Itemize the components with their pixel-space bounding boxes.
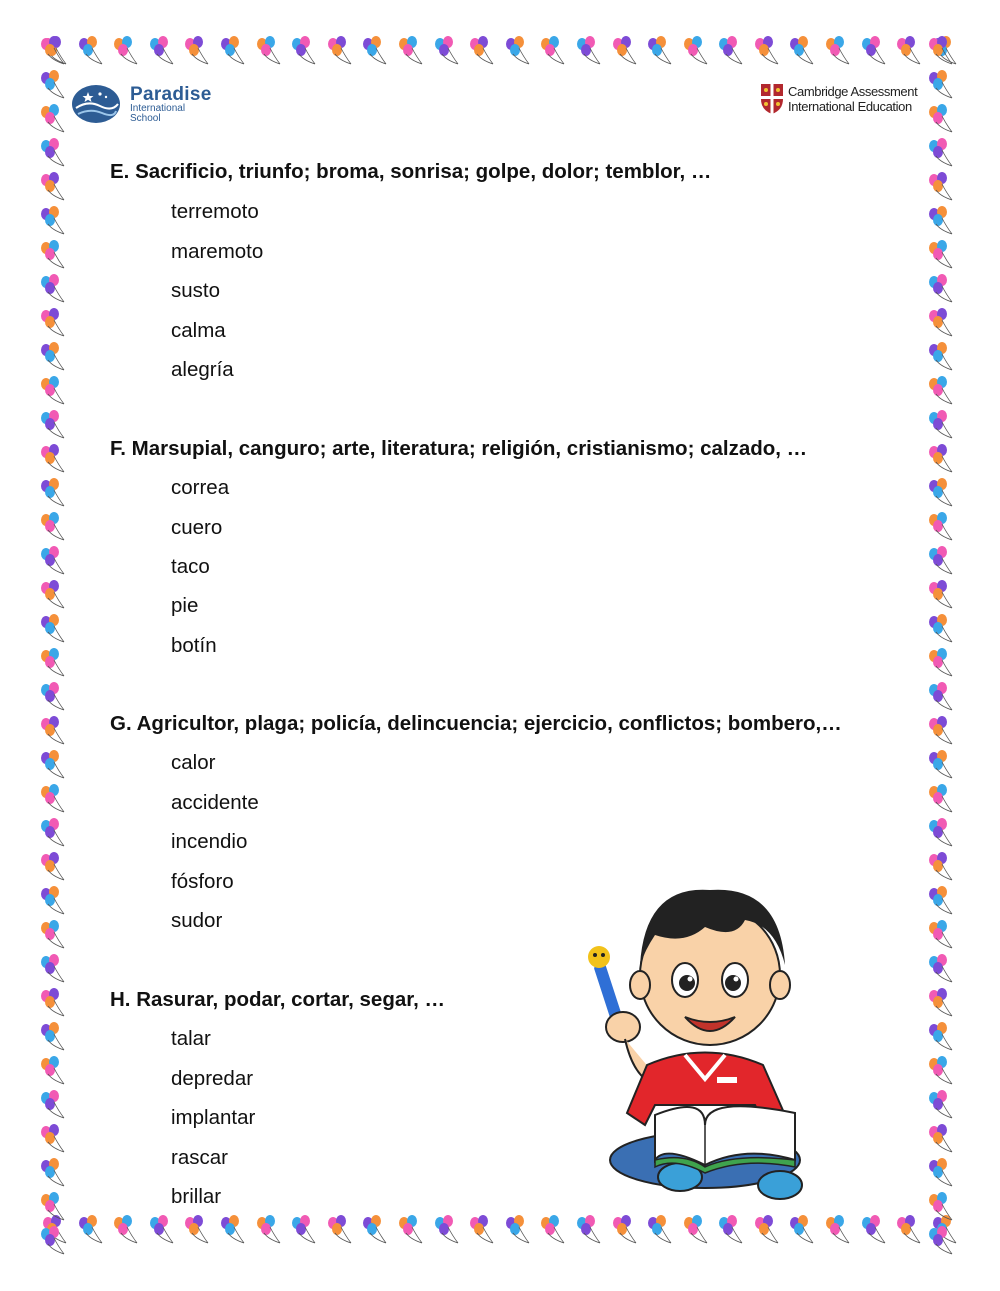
balloon-icon: [38, 240, 68, 270]
balloon-icon: [147, 36, 177, 66]
option-e-1[interactable]: terremoto: [171, 200, 259, 223]
balloon-icon: [926, 546, 956, 576]
paradise-school-emblem-icon: [70, 82, 122, 126]
balloon-icon: [111, 1215, 141, 1245]
balloon-icon: [926, 716, 956, 746]
balloon-icon: [787, 1215, 817, 1245]
option-f-5[interactable]: botín: [171, 634, 217, 657]
question-label: E.: [110, 160, 130, 183]
balloon-icon: [926, 852, 956, 882]
balloon-icon: [38, 682, 68, 712]
balloon-icon: [432, 1215, 462, 1245]
school-subtitle-1: International: [130, 102, 186, 114]
balloon-icon: [38, 1022, 68, 1052]
question-g: [110, 712, 842, 736]
balloon-icon: [38, 1056, 68, 1086]
balloon-icon: [681, 1215, 711, 1245]
balloon-icon: [38, 172, 68, 202]
kid-reading-illustration: [585, 855, 825, 1215]
balloon-icon: [926, 1124, 956, 1154]
balloon-icon: [926, 512, 956, 542]
balloon-icon: [38, 138, 68, 168]
question-f: [110, 437, 807, 461]
balloon-icon: [926, 376, 956, 406]
balloon-icon: [38, 1158, 68, 1188]
balloon-icon: [926, 342, 956, 372]
balloon-icon: [926, 274, 956, 304]
question-label: H.: [110, 988, 131, 1011]
balloon-icon: [147, 1215, 177, 1245]
balloon-icon: [38, 444, 68, 474]
option-h-1[interactable]: talar: [171, 1027, 211, 1050]
balloon-icon: [38, 988, 68, 1018]
balloon-icon: [926, 886, 956, 916]
question-text: Rasurar, podar, cortar, segar, …: [136, 988, 445, 1011]
balloon-icon: [926, 138, 956, 168]
balloon-icon: [894, 1215, 924, 1245]
balloon-icon: [325, 36, 355, 66]
question-label: F.: [110, 437, 126, 460]
balloon-icon: [926, 240, 956, 270]
balloon-icon: [926, 750, 956, 780]
question-label: G.: [110, 712, 132, 735]
balloon-icon: [926, 1022, 956, 1052]
balloon-icon: [38, 648, 68, 678]
option-e-3[interactable]: susto: [171, 279, 220, 302]
balloon-icon: [503, 36, 533, 66]
balloon-icon: [38, 274, 68, 304]
option-f-3[interactable]: taco: [171, 555, 210, 578]
cambridge-logo: [760, 80, 925, 118]
balloon-icon: [38, 954, 68, 984]
balloon-icon: [926, 1226, 956, 1256]
balloon-icon: [926, 1158, 956, 1188]
balloon-icon: [752, 36, 782, 66]
cambridge-line-1: Cambridge Assessment: [788, 84, 918, 99]
balloon-border-left: [38, 36, 68, 1256]
balloon-icon: [38, 546, 68, 576]
balloon-icon: [38, 70, 68, 100]
option-f-4[interactable]: pie: [171, 594, 199, 617]
balloon-icon: [681, 36, 711, 66]
balloon-icon: [859, 36, 889, 66]
balloon-icon: [926, 818, 956, 848]
balloon-icon: [467, 1215, 497, 1245]
balloon-icon: [396, 1215, 426, 1245]
option-g-3[interactable]: incendio: [171, 830, 248, 853]
cambridge-shield-icon: [760, 83, 784, 115]
balloon-icon: [38, 614, 68, 644]
balloon-icon: [926, 682, 956, 712]
option-e-4[interactable]: calma: [171, 319, 226, 342]
balloon-icon: [76, 36, 106, 66]
balloon-icon: [360, 1215, 390, 1245]
balloon-border-right: [926, 36, 956, 1256]
balloon-icon: [926, 172, 956, 202]
option-h-2[interactable]: depredar: [171, 1067, 254, 1090]
balloon-icon: [38, 410, 68, 440]
balloon-icon: [254, 1215, 284, 1245]
question-text: Sacrificio, triunfo; broma, sonrisa; golpe, dolor; temblor, …: [135, 160, 712, 183]
balloon-icon: [926, 648, 956, 678]
option-f-2[interactable]: cuero: [171, 516, 223, 539]
balloon-icon: [926, 104, 956, 134]
balloon-icon: [38, 1124, 68, 1154]
balloon-icon: [38, 512, 68, 542]
balloon-icon: [38, 716, 68, 746]
balloon-icon: [926, 308, 956, 338]
balloon-icon: [926, 1056, 956, 1086]
balloon-icon: [38, 784, 68, 814]
balloon-icon: [38, 1090, 68, 1120]
balloon-icon: [218, 36, 248, 66]
balloon-icon: [926, 580, 956, 610]
balloon-icon: [467, 36, 497, 66]
balloon-icon: [610, 36, 640, 66]
balloon-icon: [289, 36, 319, 66]
balloon-icon: [503, 1215, 533, 1245]
balloon-icon: [574, 1215, 604, 1245]
school-name: Paradise: [130, 83, 212, 105]
question-text: Agricultor, plaga; policía, delincuencia; ejercicio, conflictos; bombero,…: [136, 712, 842, 735]
option-g-2[interactable]: accidente: [171, 791, 259, 814]
balloon-icon: [76, 1215, 106, 1245]
balloon-icon: [38, 342, 68, 372]
balloon-icon: [926, 784, 956, 814]
option-h-5[interactable]: brillar: [171, 1185, 222, 1208]
balloon-border-bottom: [40, 1215, 960, 1255]
question-h: [110, 988, 445, 1012]
balloon-icon: [38, 478, 68, 508]
balloon-icon: [926, 920, 956, 950]
balloon-icon: [926, 410, 956, 440]
balloon-icon: [396, 36, 426, 66]
question-text: Marsupial, canguro; arte, literatura; religión, cristianismo; calzado, …: [131, 437, 808, 460]
balloon-icon: [926, 478, 956, 508]
balloon-icon: [926, 70, 956, 100]
balloon-icon: [38, 580, 68, 610]
balloon-icon: [926, 988, 956, 1018]
balloon-icon: [111, 36, 141, 66]
balloon-icon: [859, 1215, 889, 1245]
school-subtitle-2: School: [130, 112, 161, 124]
balloon-icon: [38, 920, 68, 950]
balloon-icon: [926, 206, 956, 236]
balloon-icon: [38, 1226, 68, 1256]
balloon-icon: [926, 36, 956, 66]
balloon-icon: [289, 1215, 319, 1245]
balloon-icon: [823, 36, 853, 66]
balloon-icon: [38, 1192, 68, 1222]
balloon-icon: [38, 818, 68, 848]
balloon-icon: [752, 1215, 782, 1245]
option-e-2[interactable]: maremoto: [171, 240, 264, 263]
balloon-icon: [926, 614, 956, 644]
balloon-icon: [716, 36, 746, 66]
balloon-icon: [926, 954, 956, 984]
balloon-border-top: [40, 36, 960, 76]
balloon-icon: [574, 36, 604, 66]
balloon-icon: [254, 36, 284, 66]
balloon-icon: [218, 1215, 248, 1245]
balloon-icon: [538, 36, 568, 66]
balloon-icon: [787, 36, 817, 66]
balloon-icon: [38, 308, 68, 338]
balloon-icon: [823, 1215, 853, 1245]
balloon-icon: [716, 1215, 746, 1245]
balloon-icon: [894, 36, 924, 66]
paradise-school-logo: [70, 80, 240, 128]
question-e: [110, 160, 711, 184]
balloon-icon: [38, 104, 68, 134]
balloon-icon: [926, 1090, 956, 1120]
balloon-icon: [38, 206, 68, 236]
option-g-4[interactable]: fósforo: [171, 870, 234, 893]
balloon-icon: [325, 1215, 355, 1245]
option-h-4[interactable]: rascar: [171, 1146, 228, 1169]
option-g-5[interactable]: sudor: [171, 909, 223, 932]
cambridge-line-2: International Education: [788, 99, 912, 114]
balloon-icon: [432, 36, 462, 66]
balloon-icon: [360, 36, 390, 66]
option-h-3[interactable]: implantar: [171, 1106, 256, 1129]
balloon-icon: [926, 1192, 956, 1222]
balloon-icon: [645, 36, 675, 66]
balloon-icon: [38, 886, 68, 916]
balloon-icon: [538, 1215, 568, 1245]
option-e-5[interactable]: alegría: [171, 358, 234, 381]
balloon-icon: [610, 1215, 640, 1245]
balloon-icon: [38, 376, 68, 406]
balloon-icon: [182, 36, 212, 66]
balloon-icon: [38, 750, 68, 780]
balloon-icon: [645, 1215, 675, 1245]
balloon-icon: [38, 36, 68, 66]
option-g-1[interactable]: calor: [171, 751, 216, 774]
option-f-1[interactable]: correa: [171, 476, 230, 499]
balloon-icon: [38, 852, 68, 882]
balloon-icon: [182, 1215, 212, 1245]
balloon-icon: [926, 444, 956, 474]
